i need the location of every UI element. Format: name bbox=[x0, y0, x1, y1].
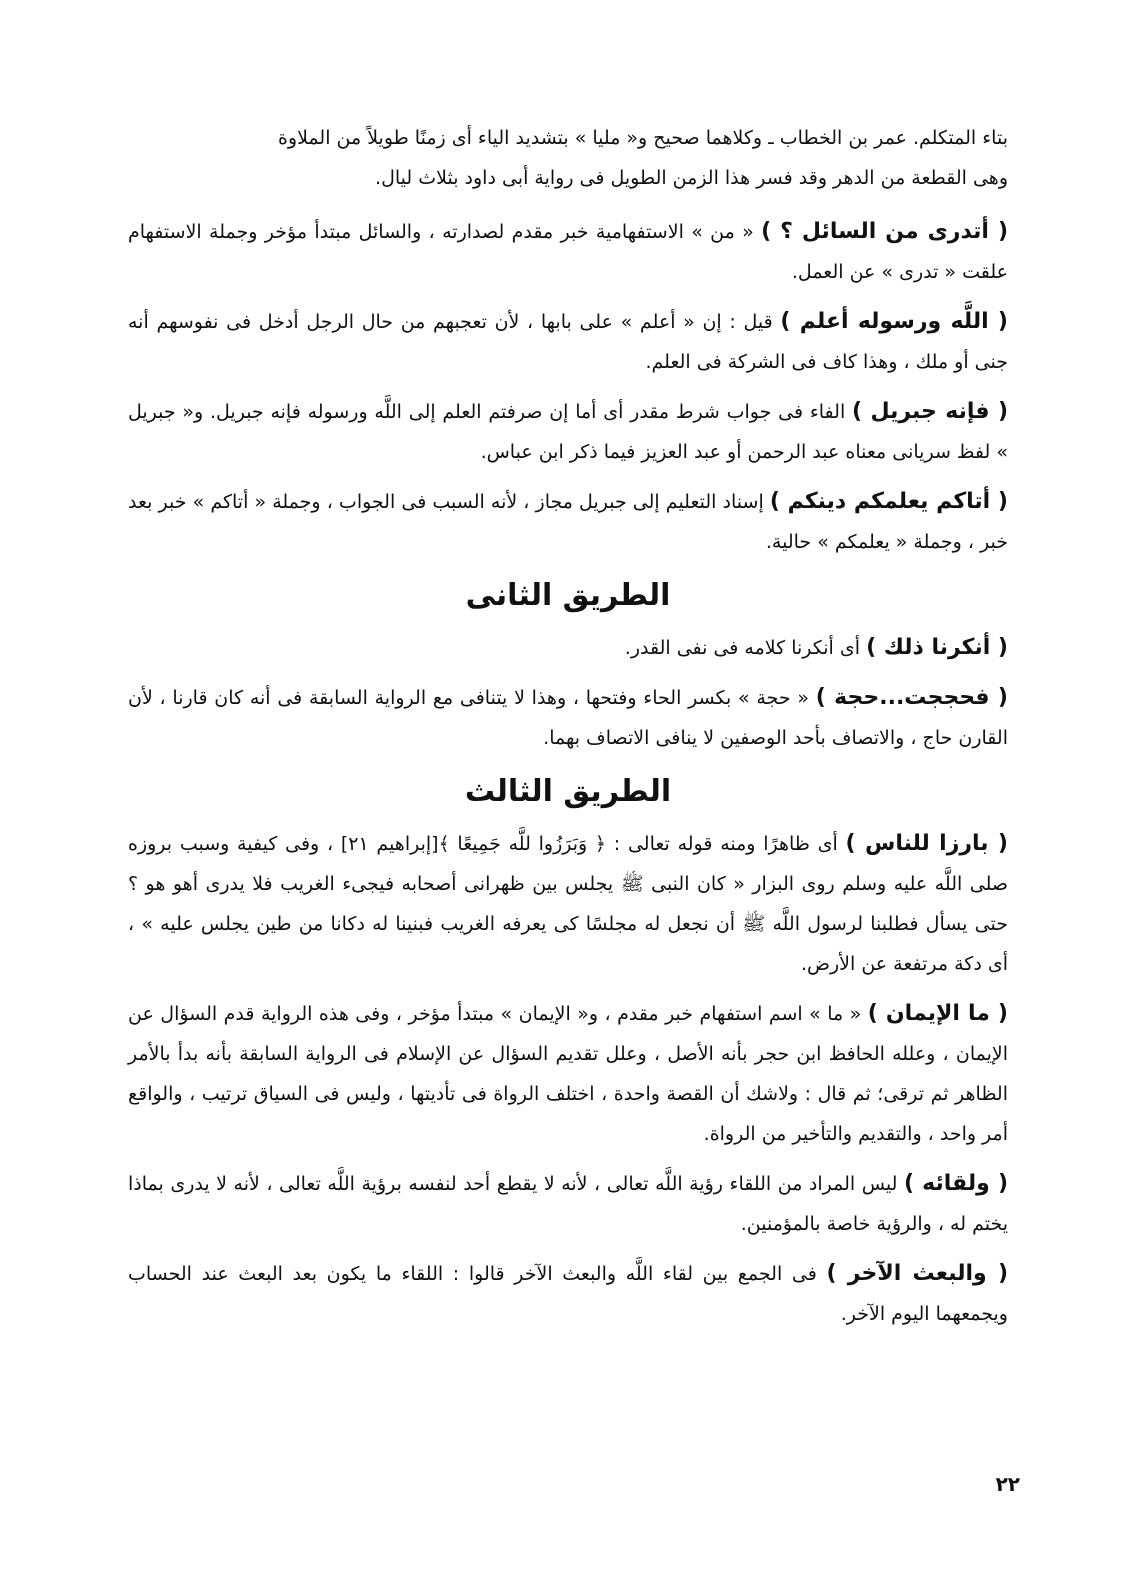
page-body bbox=[128, 118, 1008, 1344]
entry-term: ( ما الإيمان ) bbox=[867, 1001, 1008, 1026]
page-number: ٢٢ bbox=[995, 1472, 1020, 1496]
entry-text: « حجة » بكسر الحاء وفتحها ، وهذا لا يتنافى مع الرواية السابقة فى أنه كان قارنا ، لأن القارن حاج ، والاتصاف بأحد الوصفين لا ينافى الاتصاف بهما. bbox=[128, 687, 1008, 749]
intro-line-2: وهى القطعة من الدهر وقد فسر هذا الزمن الطويل فى رواية أبى داود بثلاث ليال. bbox=[375, 167, 1008, 189]
entry-paragraph bbox=[128, 994, 1008, 1154]
entry-term: ( أتاكم يعلمكم دينكم ) bbox=[769, 489, 1008, 514]
entry-paragraph bbox=[128, 678, 1008, 758]
entry-text: إسناد التعليم إلى جبريل مجاز ، لأنه السبب فى الجواب ، وجملة « أتاكم » خبر بعد خبر ، وجملة « يعلمكم » حالية. bbox=[128, 491, 1008, 553]
entry-paragraph bbox=[128, 1164, 1008, 1244]
entry-paragraph bbox=[128, 302, 1008, 382]
entry-text: « ما » اسم استفهام خبر مقدم ، و« الإيمان » مبتدأ مؤخر ، وفى هذه الرواية قدم السؤال عن الإيمان ، وعلله الحافظ ابن حجر بأنه الأصل ، وعلل تقديم السؤال عن الإسلام فى الرواية السابقة بأنه بدأ بالأمر الظاهر ثم ترقى؛ ثم قال : ولاشك أن القصة واحدة ، اختلف الرواة فى تأديتها ، وليس فى السياق ترتيب ، والواقع أمر واحد ، والتقديم والتأخير من الرواة. bbox=[128, 1003, 1008, 1145]
entry-term: ( فإنه جبريل ) bbox=[852, 399, 1009, 424]
intro-paragraph bbox=[128, 118, 1008, 198]
entry-text: قيل : إن « أعلم » على بابها ، لأن تعجبهم من حال الرجل أدخل فى نفوسهم أنه جنى أو ملك ، وهذا كاف فى الشركة فى العلم. bbox=[128, 311, 1008, 373]
entry-term: ( اللَّه ورسوله أعلم ) bbox=[780, 309, 1008, 334]
entry-text: ليس المراد من اللقاء رؤية اللَّه تعالى ، لأنه لا يقطع أحد لنفسه برؤية اللَّه تعالى ، لأنه لا يدرى بماذا يختم له ، والرؤية خاصة بالمؤمنين. bbox=[128, 1173, 1008, 1235]
entry-term: ( أنكرنا ذلك ) bbox=[866, 635, 1008, 660]
section-heading-second-path: الطريق الثانى bbox=[465, 578, 671, 613]
entry-term: ( فحججت...حجة ) bbox=[815, 685, 1008, 710]
entry-term: ( والبعث الآخر ) bbox=[826, 1261, 1008, 1286]
entry-text: الفاء فى جواب شرط مقدر أى أما إن صرفتم العلم إلى اللَّه ورسوله فإنه جبريل. و« جبريل » لفظ سريانى معناه عبد الرحمن أو عبد العزيز فيما ذكر ابن عباس. bbox=[128, 401, 1008, 463]
entry-text: فى الجمع بين لقاء اللَّه والبعث الآخر قالوا : اللقاء ما يكون بعد البعث عند الحساب ويجمعهما اليوم الآخر. bbox=[128, 1263, 1008, 1325]
entry-paragraph bbox=[128, 482, 1008, 562]
entry-text: أى ظاهرًا ومنه قوله تعالى : ﴿ وَبَرَزُوا للَّه جَمِيعًا ﴾[إبراهيم ٢١] ، وفى كيفية وسبب بروزه صلى اللَّه عليه وسلم روى البزار « كان النبى ﷺ يجلس بين ظهرانى أصحابه فيجىء الغريب فلا يدرى أهو هو ؟ حتى يسأل فطلبنا لرسول اللَّه ﷺ أن نجعل له مجلسًا كى يعرفه الغريب فبنينا له دكانا من طين يجلس عليه » ، أى دكة مرتفعة عن الأرض. bbox=[128, 833, 1008, 975]
entry-paragraph bbox=[128, 824, 1008, 984]
entry-paragraph bbox=[128, 628, 1008, 668]
entry-paragraph bbox=[128, 1254, 1008, 1334]
entry-paragraph bbox=[128, 392, 1008, 472]
section-heading-third-path: الطريق الثالث bbox=[464, 774, 672, 809]
entry-text: أى أنكرنا كلامه فى نفى القدر. bbox=[624, 637, 867, 659]
entry-term: ( ولقائه ) bbox=[903, 1171, 1008, 1196]
entry-paragraph bbox=[128, 212, 1008, 292]
entry-term: ( أتدرى من السائل ؟ ) bbox=[761, 219, 1008, 244]
entry-text: « من » الاستفهامية خبر مقدم لصدارته ، والسائل مبتدأ مؤخر وجملة الاستفهام علقت « تدرى » عن العمل. bbox=[128, 221, 1008, 283]
intro-line-1: بتاء المتكلم. عمر بن الخطاب ـ وكلاهما صحيح و« مليا » بتشديد الياء أى زمنًا طويلاً من الملاوة bbox=[277, 127, 1008, 149]
entry-term: ( بارزا للناس ) bbox=[845, 831, 1008, 856]
